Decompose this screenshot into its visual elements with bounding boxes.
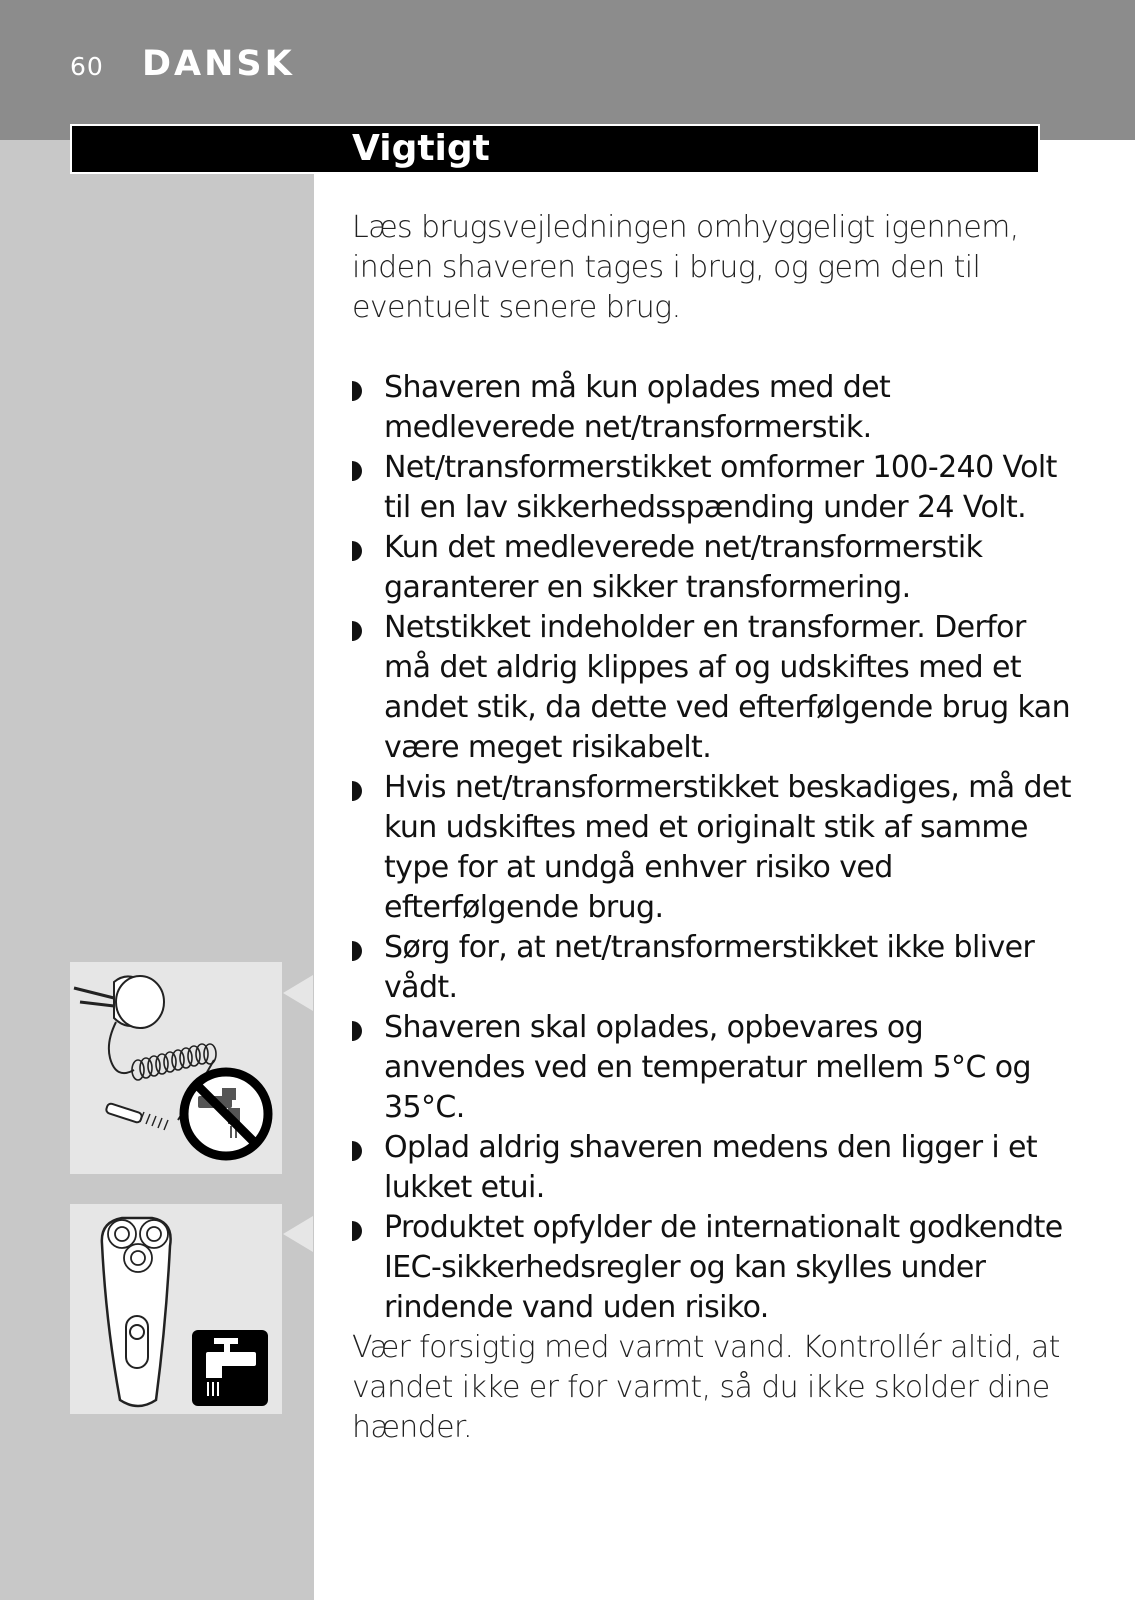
- figure-pointer: [283, 1216, 313, 1252]
- bullet-icon: [350, 540, 366, 562]
- shaver-washable-icon: [70, 1204, 282, 1414]
- section-title-bar: [70, 124, 1040, 174]
- bullet-icon: [350, 620, 366, 642]
- main-content: [352, 208, 1072, 1448]
- list-item: Net/transformerstikket omformer 100-240 Volt til en lav sikkerhedsspænding under 24 Volt.: [352, 448, 1072, 528]
- list-item: Hvis net/transformerstikket beskadiges, må det kun udskiftes med et originalt stik af samme type for at undgå enhver risiko ved efterfølgende brug.: [352, 768, 1072, 928]
- bullet-icon: [350, 1020, 366, 1042]
- adapter-no-water-icon: [70, 962, 282, 1174]
- safety-list: [352, 368, 1072, 1328]
- language-heading: DANSK: [142, 44, 295, 84]
- bullet-icon: [350, 1220, 366, 1242]
- section-title: Vigtigt: [352, 128, 490, 169]
- page-number: 60: [70, 52, 104, 81]
- list-item: Kun det medleverede net/transformerstik garanterer en sikker transformering.: [352, 528, 1072, 608]
- bullet-icon: [350, 460, 366, 482]
- list-item: Produktet opfylder de internationalt godkendte IEC-sikkerhedsregler og kan skylles under rindende vand uden risiko.: [352, 1208, 1072, 1328]
- adapter-illustration: [70, 962, 282, 1174]
- figure-pointer: [283, 975, 313, 1011]
- list-item: Oplad aldrig shaveren medens den ligger i et lukket etui.: [352, 1128, 1072, 1208]
- list-item: Shaveren skal oplades, opbevares og anvendes ved en temperatur mellem 5°C og 35°C.: [352, 1008, 1072, 1128]
- bullet-icon: [350, 940, 366, 962]
- warning-paragraph: Vær forsigtig med varmt vand. Kontrollér altid, at vandet ikke er for varmt, så du ikke skolder dine hænder.: [352, 1330, 1060, 1445]
- shaver-illustration: [70, 1204, 282, 1414]
- bullet-icon: [350, 380, 366, 402]
- bullet-icon: [350, 1140, 366, 1162]
- intro-paragraph: Læs brugsvejledningen omhyggeligt igennem, inden shaveren tages i brug, og gem den til eventuelt senere brug.: [352, 210, 1019, 325]
- bullet-icon: [350, 780, 366, 802]
- list-item: Sørg for, at net/transformerstikket ikke bliver vådt.: [352, 928, 1072, 1008]
- list-item: Netstikket indeholder en transformer. Derfor må det aldrig klippes af og udskiftes med et andet stik, da dette ved efterfølgende brug kan være meget risikabelt.: [352, 608, 1072, 768]
- list-item: Shaveren må kun oplades med det medleverede net/transformerstik.: [352, 368, 1072, 448]
